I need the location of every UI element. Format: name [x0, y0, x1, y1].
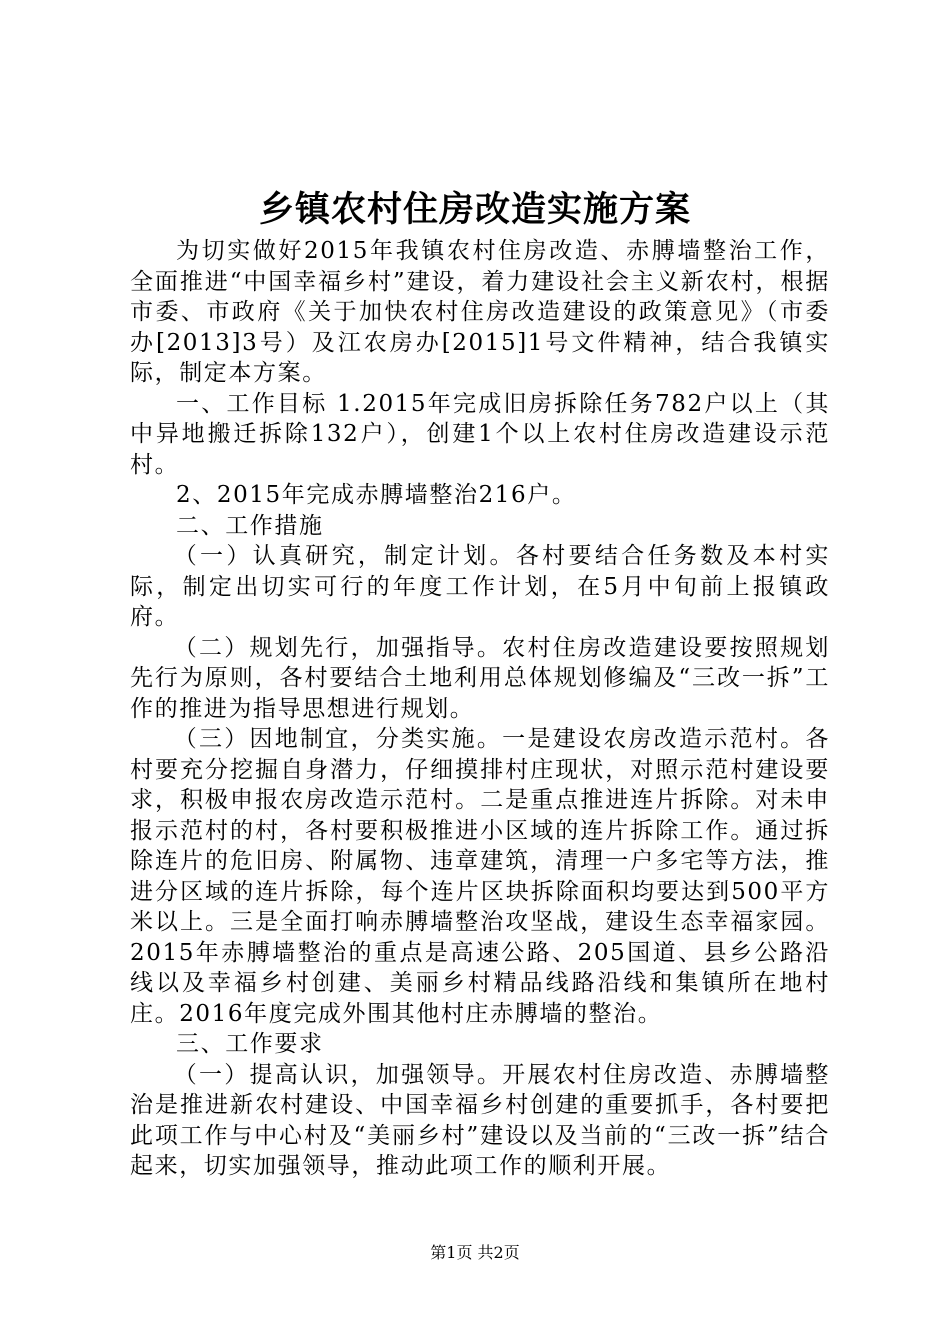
paragraph-measure-2: （二）规划先行，加强指导。农村住房改造建设要按照规划先行为原则，各村要结合土地利用总体规划修编及“三改一拆”工作的推进为指导思想进行规划。 [130, 634, 830, 722]
page-footer: 第1页 共2页 [430, 1243, 520, 1262]
section-heading-measures: 二、工作措施 [176, 512, 324, 539]
paragraph-goal-2: 2、2015年完成赤膊墙整治216户。 [176, 482, 577, 508]
paragraph-intro: 为切实做好2015年我镇农村住房改造、赤膊墙整治工作，全面推进“中国幸福乡村”建设，着力建设社会主义新农村，根据市委、市政府《关于加快农村住房改造建设的政策意见》（市委办[2013]3号）及江农房办[2015]1号文件精神，结合我镇实际，制定本方案。 [130, 238, 830, 386]
document-title: 乡镇农村住房改造实施方案 [258, 189, 691, 230]
paragraph-requirement-1: （一）提高认识，加强领导。开展农村住房改造、赤膊墙整治是推进新农村建设、中国幸福乡村创建的重要抓手，各村要把此项工作与中心村及“美丽乡村”建设以及当前的“三改一拆”结合起来，切实加强领导，推动此项工作的顺利开展。 [130, 1061, 830, 1179]
paragraph-goal-1: 一、工作目标 1.2015年完成旧房拆除任务782户以上（其中异地搬迁拆除132户），创建1个以上农村住房改造建设示范村。 [130, 390, 830, 478]
section-heading-requirements: 三、工作要求 [176, 1031, 324, 1057]
paragraph-measure-3: （三）因地制宜，分类实施。一是建设农房改造示范村。各村要充分挖掘自身潜力，仔细摸排村庄现状，对照示范村建设要求，积极申报农房改造示范村。二是重点推进连片拆除。对未申报示范村的村，各村要积极推进小区域的连片拆除工作。通过拆除连片的危旧房、附属物、违章建筑，清理一户多宅等方法，推进分区域的连片拆除，每个连片区块拆除面积均要达到500平方米以上。三是全面打响赤膊墙整治攻坚战，建设生态幸福家园。2015年赤膊墙整治的重点是高速公路、205国道、县乡公路沿线以及幸福乡村创建、美丽乡村精品线路沿线和集镇所在地村庄。2016年度完成外围其他村庄赤膊墙的整治。 [130, 726, 830, 1027]
paragraph-measure-1: （一）认真研究，制定计划。各村要结合任务数及本村实际，制定出切实可行的年度工作计划，在5月中旬前上报镇政府。 [130, 543, 830, 630]
document-body [130, 236, 830, 1182]
